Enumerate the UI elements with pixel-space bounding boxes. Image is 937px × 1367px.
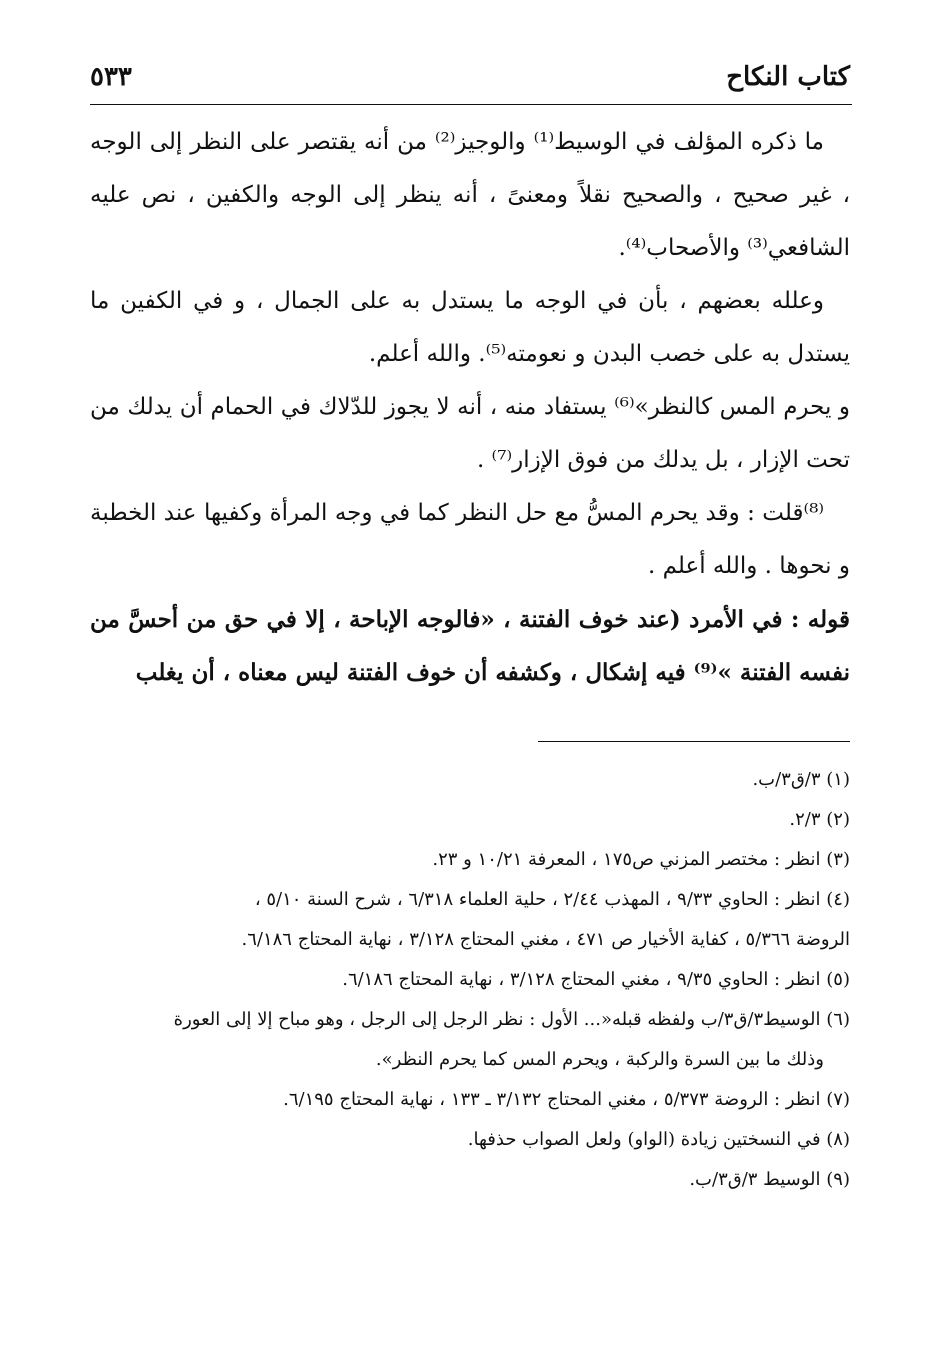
footnote: (١) ٣/ق٣/ب.	[752, 769, 850, 790]
footnote-continuation: الروضة ٥/٣٦٦ ، كفاية الأخيار ص ٤٧١ ، مغني المحتاج ٣/١٢٨ ، نهاية المحتاج ٦/١٨٦.	[241, 929, 850, 950]
paragraph: ما ذكره المؤلف في الوسيط⁽¹⁾ والوجيز⁽²⁾ من أنه يقتصر على النظر إلى الوجه ، غير صحيح ، والصحيح نقلاً ومعنىً ، أنه ينظر إلى الوجه والكفين ، نص عليه الشافعي⁽³⁾ والأصحاب⁽⁴⁾.	[90, 129, 850, 261]
page-header	[90, 58, 850, 102]
footnote: (٢) ٢/٣.	[789, 809, 850, 830]
footnote: (٩) الوسيط ٣/ق٣/ب.	[689, 1169, 850, 1190]
paragraph: وعلله بعضهم ، بأن في الوجه ما يستدل به على الجمال ، و في الكفين ما يستدل به على خصب البدن و نعومته⁽⁵⁾. والله أعلم.	[90, 288, 850, 367]
footnote: (٤) انظر : الحاوي ٩/٣٣ ، المهذب ٢/٤٤ ، حلية العلماء ٦/٣١٨ ، شرح السنة ٥/١٠ ،	[254, 889, 850, 910]
header-divider	[90, 104, 852, 105]
footnote: (٧) انظر : الروضة ٥/٣٧٣ ، مغني المحتاج ٣/١٣٢ ـ ١٣٣ ، نهاية المحتاج ٦/١٩٥.	[283, 1089, 850, 1110]
main-text	[90, 116, 850, 699]
footnotes	[88, 760, 850, 1200]
footnote: (٣) انظر : مختصر المزني ص١٧٥ ، المعرفة ١٠/٢١ و ٢٣.	[432, 849, 850, 870]
footnote: (٨) في النسختين زيادة (الواو) ولعل الصواب حذفها.	[467, 1129, 850, 1150]
footnote-divider	[538, 741, 850, 742]
footnote-continuation: وذلك ما بين السرة والركبة ، ويحرم المس كما يحرم النظر».	[375, 1049, 824, 1070]
footnote: (٦) الوسيط٣/ق٣/ب ولفظه قبله«... الأول : نظر الرجل إلى الرجل ، وهو مباح إلا إلى العورة	[173, 1009, 850, 1030]
running-title: كتاب النكاح	[726, 62, 850, 92]
paragraph: و يحرم المس كالنظر»⁽⁶⁾ يستفاد منه ، أنه لا يجوز للدّلاك في الحمام أن يدلك من تحت الإزار ، بل يدلك من فوق الإزار⁽⁷⁾ .	[90, 394, 850, 473]
paragraph: ⁽⁸⁾قلت : وقد يحرم المسُّ مع حل النظر كما في وجه المرأة وكفيها عند الخطبة و نحوها . والله أعلم .	[90, 500, 850, 579]
footnote: (٥) انظر : الحاوي ٩/٣٥ ، مغني المحتاج ٣/١٢٨ ، نهاية المحتاج ٦/١٨٦.	[342, 969, 850, 990]
paragraph: قوله : في الأمرد (عند خوف الفتنة ، «فالوجه الإباحة ، إلا في حق من أحسَّ من نفسه الفتنة »⁽⁹⁾ فيه إشكال ، وكشفه أن خوف الفتنة ليس معناه ، أن يغلب	[90, 606, 850, 686]
page-number: ٥٣٣	[90, 62, 132, 92]
